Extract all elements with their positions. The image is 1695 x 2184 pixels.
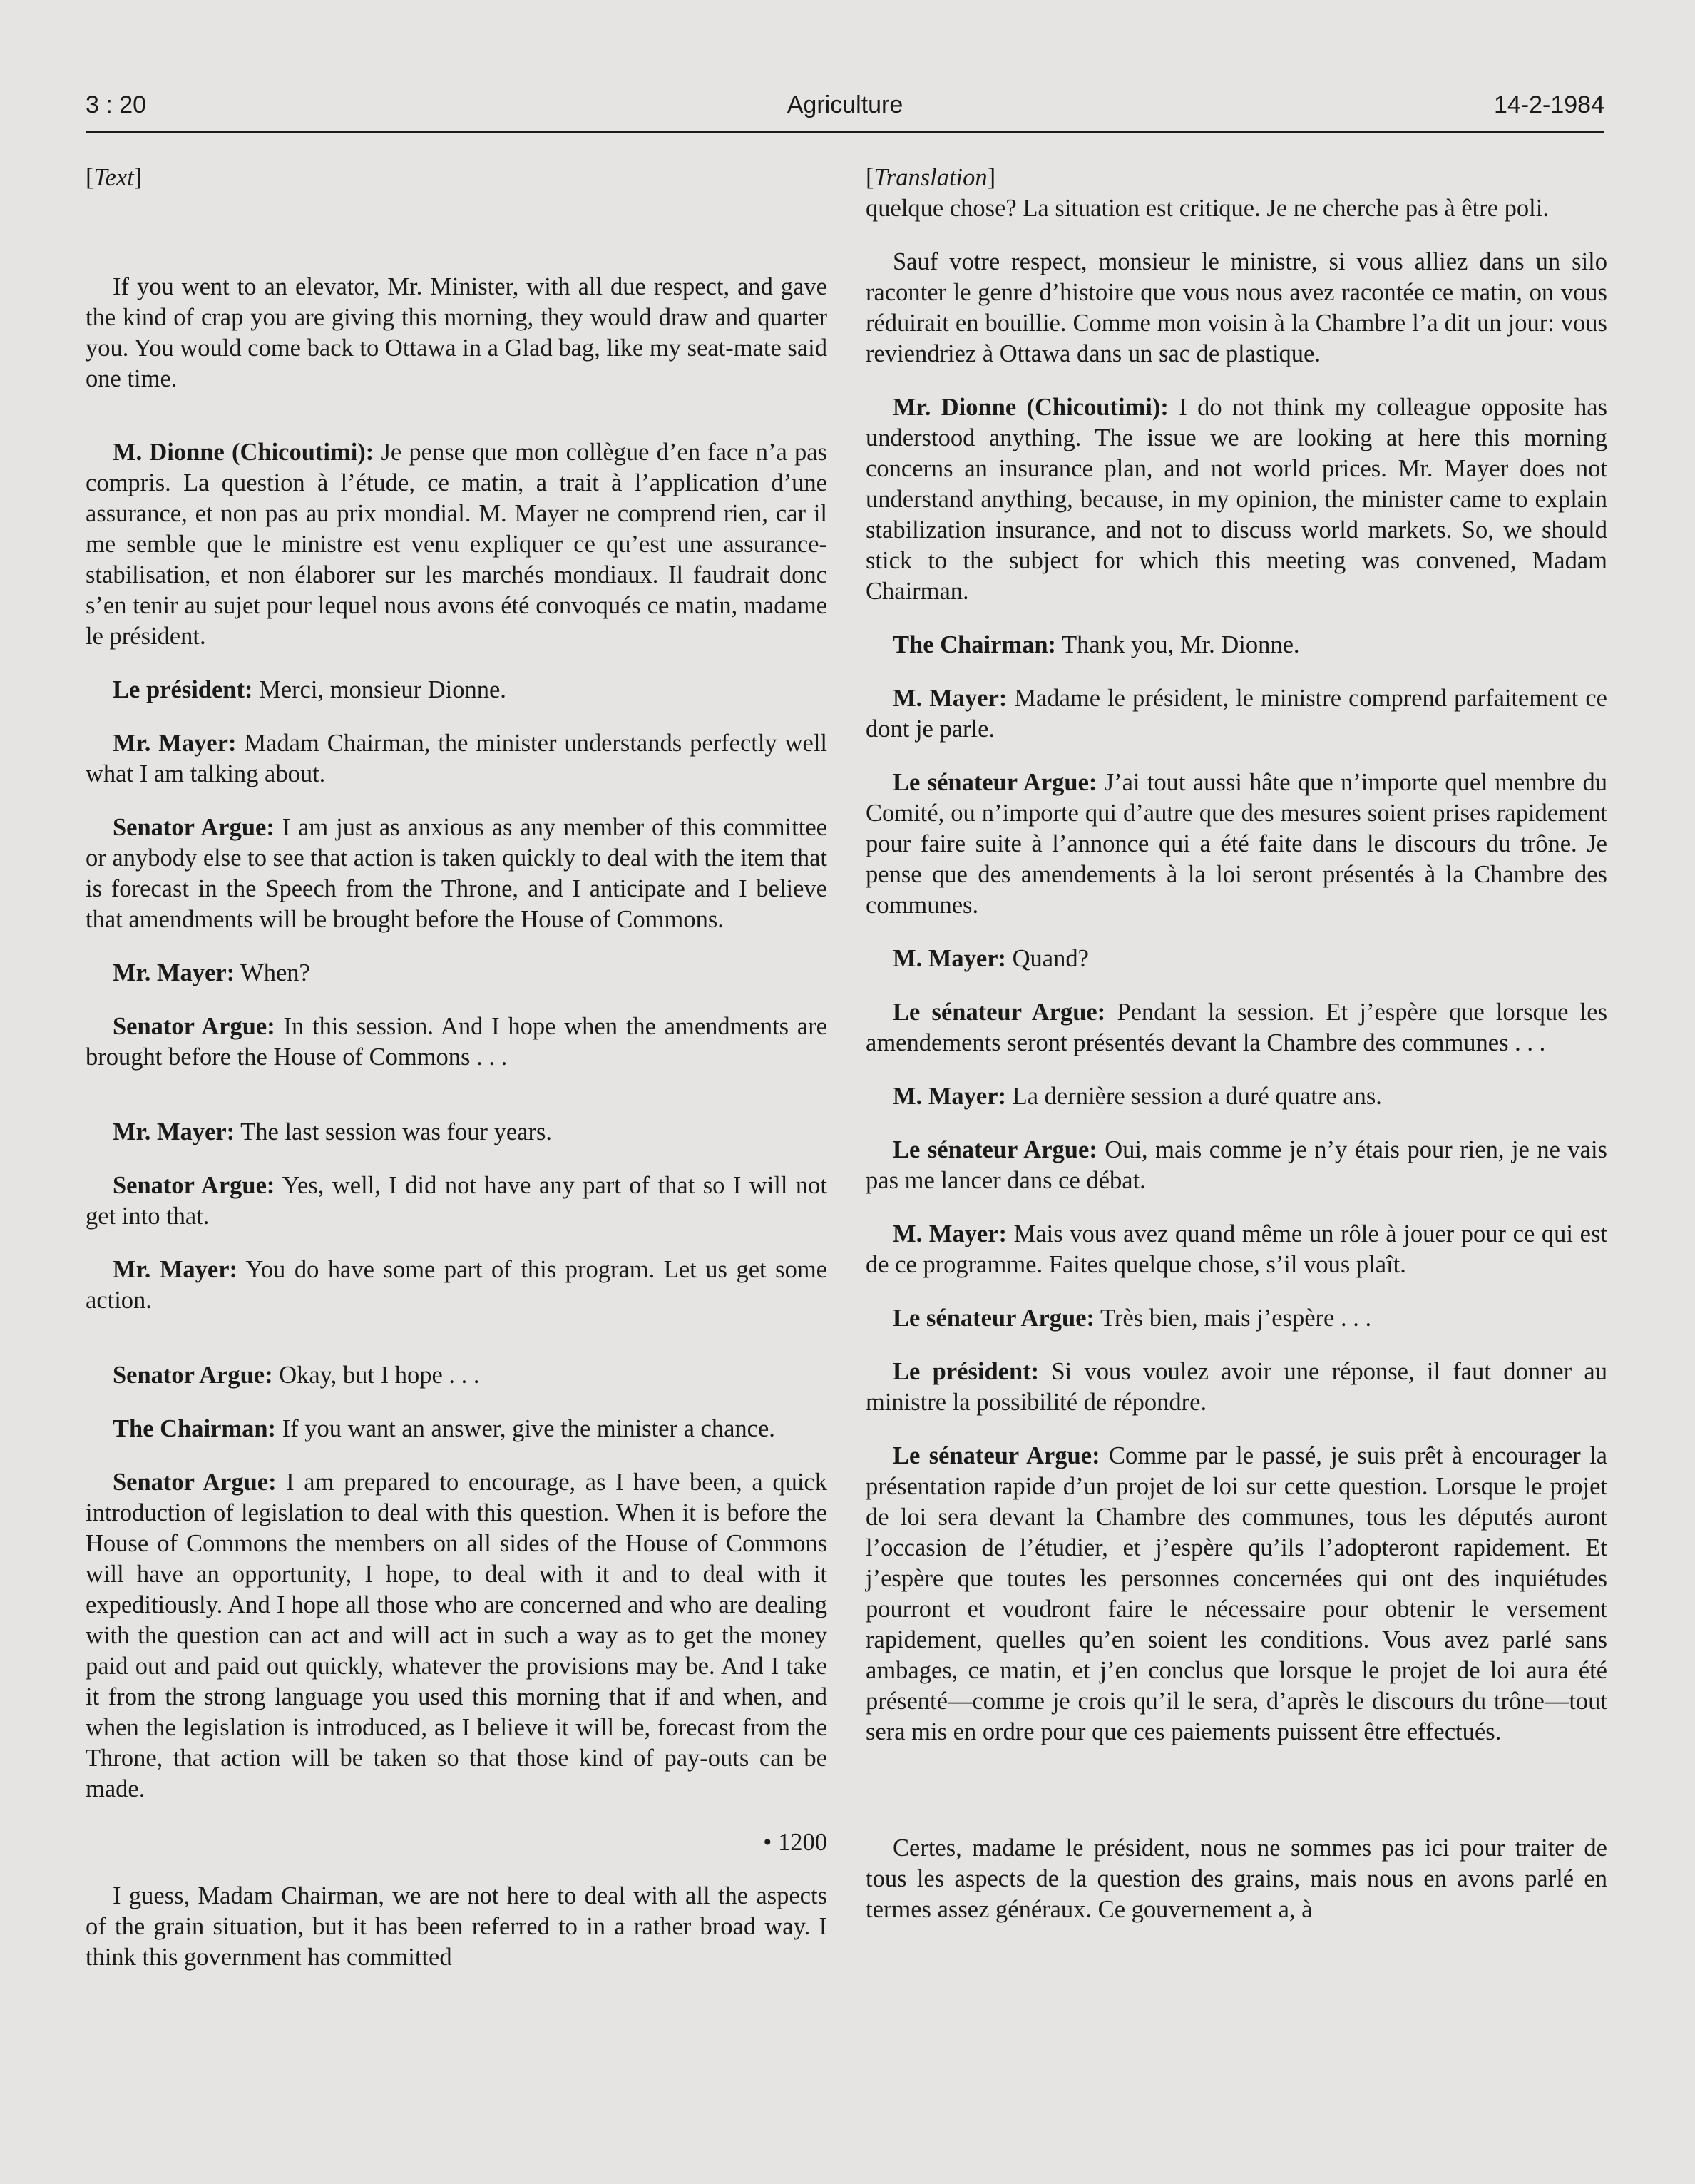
- paragraph: M. Mayer: Quand?: [893, 945, 1089, 972]
- speaker: M. Dionne (Chicoutimi):: [113, 439, 374, 466]
- paragraph: Senator Argue: I am just as anxious as any member of this committee or anybody else to see that action is taken quickly to deal with the item that is forecast in the Speech from the Throne, and I anticipate and I believe that amendments will be brought before the House of Commons.: [86, 814, 827, 933]
- speaker: Le sénateur Argue:: [893, 1305, 1095, 1332]
- paragraph: M. Mayer: Mais vous avez quand même un rôle à jouer pour ce qui est de ce programme. Faites quelque chose, s’il vous plaît.: [866, 1220, 1607, 1278]
- paragraph: M. Mayer: La dernière session a duré quatre ans.: [893, 1083, 1382, 1110]
- language-label: [Translation]: [866, 164, 996, 191]
- page-date: 14-2-1984: [1493, 91, 1604, 118]
- speaker: Senator Argue:: [113, 814, 275, 841]
- paragraph: Certes, madame le président, nous ne sommes pas ici pour traiter de tous les aspects de la question des grains, mais nous en avons parlé en termes assez généraux. Ce gouvernement a, à: [866, 1835, 1607, 1923]
- english-column: [86, 163, 827, 1973]
- paragraph: M. Dionne (Chicoutimi): Je pense que mon collègue d’en face n’a pas compris. La question à l’étude, ce matin, a trait à l’application d’une assurance, et non pas au prix mondial. M. Mayer ne comprend rien, car il me semble que le ministre est venu expliquer ce qu’est une assurance-stabilisation, et non élaborer sur les marchés mondiaux. Il faudrait donc s’en tenir au sujet pour lequel nous avons été convoqués ce matin, madame le président.: [86, 439, 827, 650]
- paragraph: Sauf votre respect, monsieur le ministre, si vous alliez dans un silo raconter le genre d’histoire que vous nous avez racontée ce matin, on vous réduirait en bouillie. Comme mon voisin à la Chambre l’a dit un jour: vous reviendriez à Ottawa dans un sac de plastique.: [866, 248, 1607, 367]
- paragraph: Mr. Dionne (Chicoutimi): I do not think my colleague opposite has understood anything. The issue we are looking at here this morning concerns an insurance plan, and not world prices. Mr. Mayer does not understand anything, because, in my opinion, the minister came to explain stabilization insurance, and not to discuss world markets. So, we should stick to the subject for which this meeting was convened, Madam Chairman.: [866, 394, 1607, 605]
- paragraph: The Chairman: Thank you, Mr. Dionne.: [893, 631, 1300, 658]
- paragraph: If you went to an elevator, Mr. Minister, with all due respect, and gave the kind of crap you are giving this morning, they would draw and quarter you. You would come back to Ottawa in a Glad bag, like my seat-mate said one time.: [86, 273, 827, 392]
- speaker: Mr. Mayer:: [113, 1118, 235, 1145]
- paragraph: Le sénateur Argue: Comme par le passé, je suis prêt à encourager la présentation rapide d’un projet de loi sur cette question. Lorsque le projet de loi sera devant la Chambre des communes, tous les députés auront l’occasion de l’étudier, et j’espère qu’ils l’adopteront rapidement. Et j’espère que toutes les personnes concernées qui ont des inquiétudes pourront et voudront faire le nécessaire pour obtenir le versement rapidement, quelles qu’en soient les conditions. Vous avez parlé sans ambages, ce matin, et j’en conclus que lorsque le projet de loi aura été présenté—comme je crois qu’il le sera, d’après le discours du trône—tout sera mis en ordre pour que ces paiements puissent être effectués.: [866, 1442, 1607, 1745]
- speaker: The Chairman:: [893, 631, 1057, 658]
- page-title: Agriculture: [787, 91, 903, 118]
- speaker: Le sénateur Argue:: [893, 1136, 1097, 1163]
- speaker: Le sénateur Argue:: [893, 1442, 1100, 1469]
- time-marker: • 1200: [763, 1829, 827, 1856]
- speaker: Le sénateur Argue:: [893, 769, 1097, 796]
- speaker: Senator Argue:: [113, 1469, 277, 1496]
- paragraph: Le sénateur Argue: Très bien, mais j’espère . . .: [893, 1305, 1372, 1332]
- language-label: [Text]: [86, 164, 143, 191]
- page-number: 3 : 20: [86, 91, 147, 118]
- speaker: Le président:: [893, 1358, 1040, 1385]
- paragraph: Le président: Merci, monsieur Dionne.: [113, 676, 506, 703]
- paragraph: Senator Argue: In this session. And I hope when the amendments are brought before the House of Commons . . .: [86, 1013, 827, 1071]
- paragraph: The Chairman: If you want an answer, give the minister a chance.: [113, 1415, 775, 1442]
- speaker: M. Mayer:: [893, 1220, 1008, 1247]
- speaker: Mr. Mayer:: [113, 1256, 238, 1283]
- paragraph: quelque chose? La situation est critique. Je ne cherche pas à être poli.: [866, 195, 1549, 222]
- speaker: M. Mayer:: [893, 945, 1006, 972]
- speaker: Le sénateur Argue:: [893, 999, 1106, 1026]
- speaker: M. Mayer:: [893, 685, 1008, 712]
- speaker: Senator Argue:: [113, 1013, 275, 1040]
- paragraph: Senator Argue: Yes, well, I did not have any part of that so I will not get into that.: [86, 1172, 827, 1230]
- paragraph: Mr. Mayer: Madam Chairman, the minister understands perfectly well what I am talking about.: [86, 730, 828, 787]
- page-header: [86, 88, 1604, 133]
- paragraph: Senator Argue: Okay, but I hope . . .: [113, 1362, 480, 1389]
- paragraph: Senator Argue: I am prepared to encourage, as I have been, a quick introduction of legislation to deal with this question. When it is before the House of Commons the members on all sides of the House of Commons will have an opportunity, I hope, to deal with it and to deal with it expeditiously. And I hope all those who are concerned and who are dealing with the question can act and will act in such a way as to get the money paid out and paid out quickly, whatever the provisions may be. And I take it from the strong language you used this morning that if and when, and when the legislation is introduced, as I believe it will be, forecast from the Throne, that action will be taken so that those kind of pay-outs can be made.: [86, 1469, 827, 1802]
- paragraph: Le président: Si vous voulez avoir une réponse, il faut donner au ministre la possibilité de répondre.: [866, 1358, 1607, 1416]
- paragraph: Mr. Mayer: The last session was four years.: [113, 1118, 553, 1145]
- speaker: Le président:: [113, 676, 253, 703]
- paragraph: M. Mayer: Madame le président, le ministre comprend parfaitement ce dont je parle.: [866, 685, 1607, 743]
- paragraph: Le sénateur Argue: J’ai tout aussi hâte que n’importe quel membre du Comité, ou n’importe qui d’autre que des mesures soient prises rapidement pour faire suite à l’annonce qui a été faite dans le discours du trône. Je pense que des amendements à la loi seront présentés à la Chambre des communes.: [866, 769, 1607, 919]
- french-column: [866, 163, 1607, 1925]
- speaker: Senator Argue:: [113, 1172, 275, 1199]
- paragraph: Mr. Mayer: When?: [113, 959, 310, 986]
- speaker: The Chairman:: [113, 1415, 277, 1442]
- speaker: Mr. Mayer:: [113, 959, 235, 986]
- paragraph: Mr. Mayer: You do have some part of this program. Let us get some action.: [86, 1256, 827, 1314]
- paragraph: Le sénateur Argue: Pendant la session. Et j’espère que lorsque les amendements seront présentés devant la Chambre des communes . . .: [866, 999, 1607, 1056]
- paragraph: Le sénateur Argue: Oui, mais comme je n’y étais pour rien, je ne vais pas me lancer dans ce débat.: [866, 1136, 1607, 1194]
- paragraph: I guess, Madam Chairman, we are not here to deal with all the aspects of the grain situation, but it has been referred to in a rather broad way. I think this government has committed: [86, 1882, 827, 1971]
- speaker: Senator Argue:: [113, 1362, 273, 1389]
- speaker: Mr. Dionne (Chicoutimi):: [893, 394, 1169, 421]
- speaker: M. Mayer:: [893, 1083, 1006, 1110]
- speaker: Mr. Mayer:: [113, 730, 237, 757]
